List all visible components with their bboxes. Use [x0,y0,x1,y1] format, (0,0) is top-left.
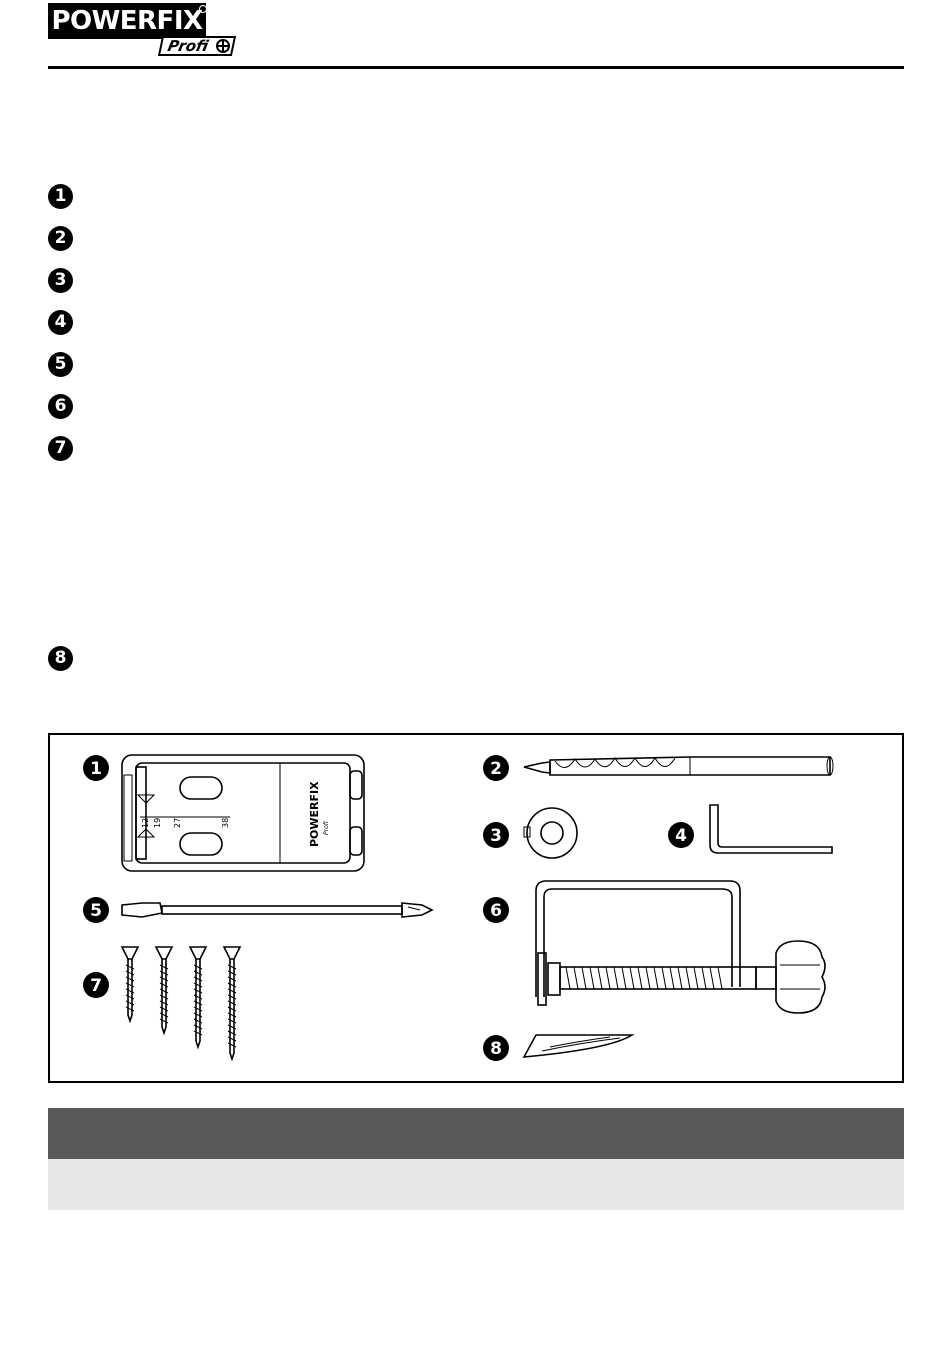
wooden-plug [524,1035,632,1057]
part-badge-4: 4 [48,310,73,335]
header-rule [48,66,904,69]
parts-illustration [48,733,904,1083]
part-badge-8: 8 [48,646,73,671]
callout-4 [668,822,694,848]
callout-3-label: 3 [490,826,502,846]
callout-8-label: 8 [490,1039,502,1059]
callout-7 [83,972,109,998]
plus-icon [216,39,230,53]
parts-drawing [50,735,902,1081]
screw-2 [156,947,172,1033]
callout-8 [483,1035,509,1061]
jig-scale-19: 19 [153,817,162,828]
screw-1 [122,947,138,1021]
callout-7-label: 7 [90,976,102,996]
part-badge-7: 7 [48,436,73,461]
pocket-hole-jig [122,755,364,871]
callout-1 [83,755,109,781]
step-drill-bit [524,757,833,775]
callout-1-label: 1 [90,759,102,779]
part-badge-6: 6 [48,394,73,419]
callout-6 [483,897,509,923]
jig-scale-38: 38 [221,817,230,828]
part-badge-2: 2 [48,226,73,251]
callout-4-label: 4 [675,826,687,846]
clamp [536,881,825,1013]
screw-4 [224,947,240,1059]
depth-stop-collar [524,808,577,858]
jig-scale-12: 12 [141,817,150,828]
screw-3 [190,947,206,1047]
hex-key [710,805,832,853]
jig-logo-sub: Profi [323,821,330,835]
part-badge-1: 1 [48,184,73,209]
brand-sub: Profi [158,36,236,56]
callout-5 [83,897,109,923]
screwdriver-bit [122,903,432,917]
jig-logo: POWERFIX [308,781,321,847]
callout-3 [483,822,509,848]
jig-scale-27: 27 [173,817,182,828]
callout-2 [483,755,509,781]
part-badge-5: 5 [48,352,73,377]
brand-name: POWERFIX [48,3,206,39]
part-badge-3: 3 [48,268,73,293]
section-subheader-bar [48,1159,904,1210]
callout-6-label: 6 [490,901,502,921]
brand-logo [48,3,238,59]
callout-5-label: 5 [90,901,102,921]
section-header-bar [48,1108,904,1159]
registered-mark [199,5,207,13]
pocket-screws [122,947,240,1059]
callout-2-label: 2 [490,759,502,779]
